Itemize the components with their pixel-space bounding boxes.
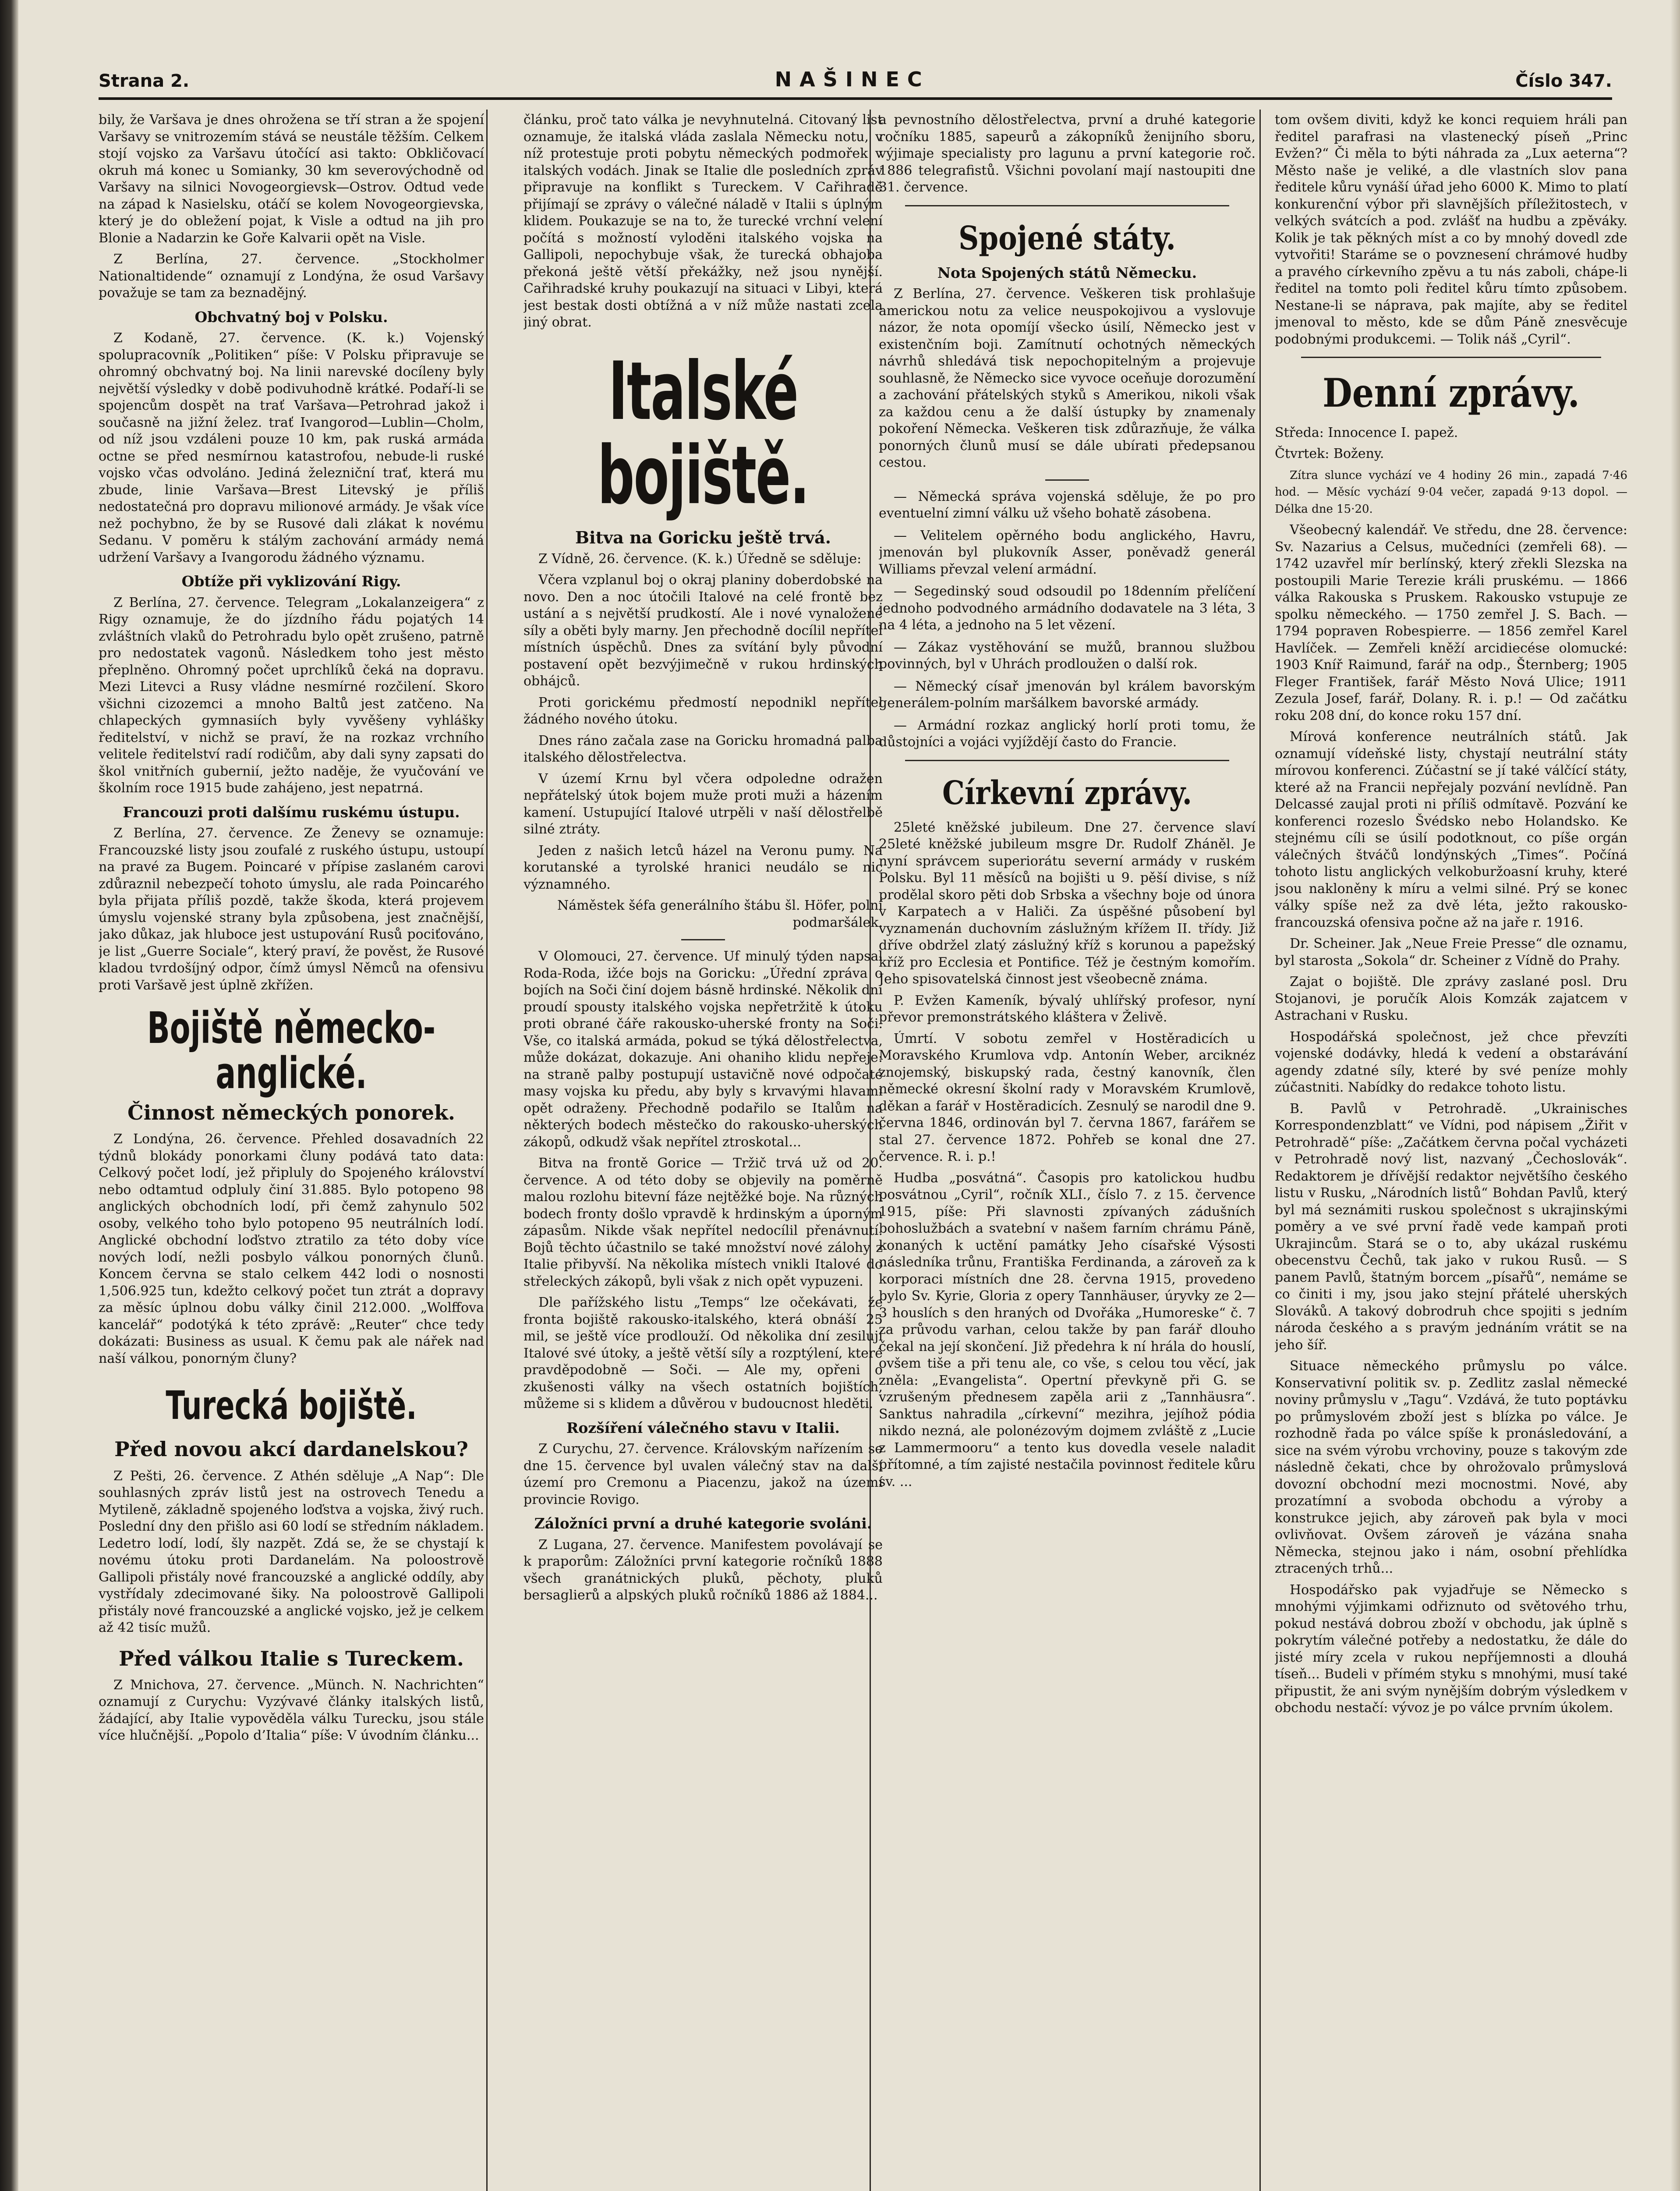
calendar-line: Středa: Innocence I. papež. xyxy=(1275,425,1458,440)
column-4 xyxy=(1275,112,1627,2191)
article-paragraph: Mírová konference neutrálních států. Jak oznamují vídeňské listy, chystají neutrální státy mírovou konferenci. Zúčastní se jí také válčící státy, které až na Francii nepřejaly pozvání nevlídně. Pan Delcassé zaujal proti ni příliš odmítavě. Pozvání ke konferenci rozeslo Švédsko nebo Holandsko. Ke stejnému cíli se úsilí podotknout, co píše orgán válečných štváčů londýnských „Times“. Počíná tohoto listu anglických velkoburžoasní kruhy, které jsou nakloněny k míru a velmi silné. Prý se konec války spíše než za dvě léta, ježto rakousko-francouzská ofensiva počne až na jaře r. 1916. xyxy=(1275,729,1627,930)
subheading: Nota Spojených států Německu. xyxy=(937,264,1197,281)
section-heading: Církevní zprávy. xyxy=(942,774,1192,812)
section-subheading: Činnost německých ponorek. xyxy=(127,1100,455,1124)
article-paragraph: Situace německého průmyslu po válce. Konservativní politik sv. p. Zedlitz zaslal německé noviny průmyslu v „Tagu“. Vzdává, že tuto poptávku po průmyslovém zboží jest s blízka po válce. Je rozhodně řada po válce spíše k pronásledování, a sice na svém výrobu vrchoviny, pouze s takovým zde následně čekati, chce by ohrožovalo průmyslová dovozní obchodní mezi mocnostmi. Nové, aby prozatímní a svoboda obchodu a výroby a konstrukce jejich, aby zároveň pak byla v moci ovlivňovat. Ovšem zároveň je vázána snaha Německa, stejnou jako i nám, osobní přehlídka ztracených trhů... xyxy=(1275,1358,1627,1577)
article-paragraph: P. Evžen Kameník, bývalý uhlířský profesor, nyní převor premonstrátského kláštera v Želivě. xyxy=(879,993,1256,1025)
subheading: Bitva na Goricku ještě trvá. xyxy=(575,528,831,548)
article-paragraph: bily, že Varšava je dnes ohrožena se tří stran a že spojení Varšavy se vnitrozemím stává se neustále těžším. Celkem stojí vojsko za Varšavu útočící asi takto: Obkličovací okruh má konec u Somianky, 30 km severovýchodně od Varšavy na silnici Novogeorgievsk—Ostrov. Odtud vede na západ k Nasielsku, otáčí se kolem Novogeorgievska, který je do obležení pojat, k Visle a odtud na jih pro Blonie a Nadarzin ke Goře Kalvarii opět na Visle. xyxy=(99,112,484,246)
news-item: — Segedinský soud odsoudil po 18denním přelíčení jednoho podvodného armádního dodavatele na 3 léta, 3 na 4 léta, a jednoho na 5 let vězení. xyxy=(879,584,1256,633)
subheading: Obtíže při vyklizování Rigy. xyxy=(181,573,401,590)
article-paragraph: Z Berlína, 27. července. Telegram „Lokalanzeigera“ z Rigy oznamuje, že do jízdního řádu pojatých 14 zvláštních vlaků do Petrohradu bylo opět zrušeno, patrně pro nedostatek vagonů. Následkem toho jest město přeplněno. Ohromný počet uprchlíků čeká na dopravu. Mezi Litevci a Rusy vládne nesmírné rozčilení. Skoro všichni cizozemci a mnoho Baltů jest zatčeno. Na chlapeckých gymnasiích byly vyvěšeny vyhlášky ředitelství, v nichž se praví, že na rozkaz vrchního velitele ředitelství radí rodičům, aby dali syny zapsati do škol vnitřních gubernií, ježto naděje, že vyučování ve školním roce 1915 bude zahájeno, jest nepatrná. xyxy=(99,595,484,796)
article-paragraph: B. Pavlů v Petrohradě. „Ukrainisches Korrespondenzblatt“ ve Vídni, pod nápisem „Žiřit v Petrohradě“ píše: „Začátkem června počal vycházeti v Petrohradě nový list, nazvaný „Čechoslovák“. Redaktorem je dřívější redaktor největšího českého listu v Rusku, „Národních listů“ Bohdan Pavlů, který byl má seznámiti ruskou společnost s ukrajinskými poměry a ve své první řadě vede kampaň proti Ukrajincům. Stará se o to, aby ukázal ruskému obecenstvu Čechů, tak jako v rukou Rusů. — S panem Pavlů, štatným borcem „písařů“, nemáme se co činiti i my, jsou jako stejní přátelé uherských Slováků. A takový dobrodruh chce spojiti s jedním národa českého a s pravým jednáním vrátit se na jeho šíř. xyxy=(1275,1101,1627,1353)
column-3 xyxy=(879,112,1256,2191)
article-paragraph: Z Berlína, 27. července. Veškeren tisk prohlašuje americkou notu za velice neuspokojivou a vyslovuje názor, že nota opomíjí všecko úsilí, Německo jest v existenčním boji. Zamítnutí ochotných německých návrhů shledává tisk nepochopitelným a projevuje souhlasně, že Německo sice vyvoce oceňuje dorozumění a zachování přátelských styků s Amerikou, nikoli však za každou cenu a že další ústupky by znamenaly pokoření Německa. Veškeren tisk zdůrazňuje, že válka ponorných člunů musí se dále ubírati předepsanou cestou. xyxy=(879,286,1256,471)
subheading: Obchvatný boj v Polsku. xyxy=(195,308,388,326)
divider xyxy=(1045,479,1089,481)
news-item: — Zákaz vystěhování se mužů, brannou službou povinných, byl v Uhrách prodloužen o další rok. xyxy=(879,639,1256,672)
article-paragraph: Proti gorickému předmostí nepodnikl nepřítel žádného nového útoku. xyxy=(523,695,883,727)
subheading: Rozšíření válečného stavu v Italii. xyxy=(566,1419,840,1436)
column-divider xyxy=(486,110,488,2191)
article-paragraph: a pevnostního dělostřelectva, první a druhé kategorie ročníku 1885, sapeurů a zákopníků ženijního sboru, výjimaje specialisty pro lagunu a první kategorie roč. 1886 telegrafistů. Všichni povolaní mají nastoupiti dne 31. července. xyxy=(879,112,1256,195)
calendar-line: Zítra slunce vychází ve 4 hodiny 26 min., zapadá 7·46 hod. — Měsíc vychází 9·04 večer, zapadá 9·13 dopol. — Délka dne 15·20. xyxy=(1275,468,1627,516)
article-paragraph: Z Lugana, 27. července. Manifestem povolávají se k praporům: Záložníci první kategorie ročníků 1888 všech granátnických pluků, pěchoty, pluků bersaglierů a alpských pluků ročníků 1886 až 1884... xyxy=(523,1537,883,1603)
column-1 xyxy=(99,112,484,2191)
article-paragraph: Z Londýna, 26. července. Přehled dosavadních 22 týdnů blokády ponorkami čluny podává tato data: Celkový počet lodí, jež připluly do Spojeného království nebo odtamtud odpluly činí 31.885. Bylo potopeno 98 anglických obchodních lodí, při čemž zahynulo 502 osoby, velkého toho bylo potopeno 95 neutrálních lodí. Anglické obchodní loďstvo ztratilo za této doby více nových lodí, nežli posbylo válkou ponorných člunů. Koncem června se stalo celkem 442 lodi o nosnosti 1,506.925 tun, kdežto celkový počet tun ztrát a dopravy za měsíc úplnou dobu války činil 212.000. „Wolffova kancelář“ podotýká k této zprávě: „Reuter“ chce tedy dokázati: Business as usual. K čemu pak ale nářek nad naší válkou, ponorným čluny? xyxy=(99,1131,484,1366)
divider xyxy=(1301,357,1601,358)
article-paragraph: Z Kodaně, 27. července. (K. k.) Vojenský spolupracovník „Politiken“ píše: V Polsku připravuje se ohromný obchvatný boj. Na linii narevské docíleny byly největší výsledky v době podivuhodně krátké. Podaří-li se spojencům dospět na trať Varšava—Petrohrad jakož i současně na jižní želez. trať Ivangorod—Lublin—Cholm, od níž jsou vzdáleni pouze 10 km, pak ruská armáda octne se před nesmírnou katastrofou, nebude-li ruské vojsko včas odvoláno. Jediná železniční trať, která mu zbude, linie Varšava—Brest Litevský je příliš nedostatečná pro dopravu milionové armády. Je však více než pochybno, že by se Rusové dali zlákat k novému Sedanu. V poměru k stálým zachování armády nemá udržení Varšavy a Ivangorodu žádného významu. xyxy=(99,330,484,565)
article-paragraph: Úmrtí. V sobotu zemřel v Hostěradicích u Moravského Krumlova vdp. Antonín Weber, arciknéz znojemský, biskupský rada, čestný kanovník, člen německé okresní školní rady v Moravském Krumlově, děkan a farář v Hostěradicích. Zesnulý se narodil dne 9. června 1846, ordinován byl 7. června 1867, farářem se stal 27. července 1872. Pohřeb se konal dne 27. července. R. i. p.! xyxy=(879,1031,1256,1165)
divider xyxy=(905,760,1229,761)
article-paragraph: Zajat o bojiště. Dle zprávy zaslané posl. Dru Stojanovi, je poručík Alois Komzák zajatcem v Astrachani v Rusku. xyxy=(1275,974,1627,1024)
section-heading: Spojené státy. xyxy=(958,219,1176,258)
article-paragraph: Dr. Scheiner. Jak „Neue Freie Presse“ dle oznamu, byl starosta „Sokola“ dr. Scheiner z Vídně do Prahy. xyxy=(1275,936,1627,968)
section-heading: Italské bojiště. xyxy=(598,344,809,522)
section-subheading: Před novou akcí dardanelskou? xyxy=(114,1437,468,1461)
article-paragraph: článku, proč tato válka je nevyhnutelná. Citovaný list oznamuje, že italská vláda zaslala Německu notu, v níž protestuje proti pobytu německých podmořek v italských vodách. Jinak se Italie dle posledních zpráv připravuje na konflikt s Tureckem. V Cařihradě přijímají se zprávy o válečné náladě v Italii s úplným klidem. Poukazuje se na to, že turecké vrchní velení počítá s možností vyloděni italského vojska na Gallipoli, nepochybuje však, že turecká obhajoba překoná ještě větší překážky, než jsou nynější. Cařihradské kruhy poukazují na situaci v Libyi, která jest bestak dosti obtížná a v níž může nastati zcela jiný obrat. xyxy=(523,112,883,330)
signature-line: Náměstek šéfa generálního štábu šl. Höfer, polní podmaršálek. xyxy=(557,898,883,930)
news-item: — Německá správa vojenská sděluje, že po pro eventuelní zimní válku už všeho bohatě zásobena. xyxy=(879,489,1256,521)
article-paragraph: tom ovšem diviti, když ke konci requiem hráli pan ředitel parafrasi na vlastenecký píseň „Princ Evžen?“ Či měla to býti náhrada za „Lux aeterna“? Město naše je veliké, a dle vlastních slov pana ředitele kůru vynáší úřad jeho 6000 K. Mimo to platí konkurenční výbor při slavnějších příležitostech, v velkých svátcích a pod. zvlášť na hudbu a zpěváky. Kolik je tak pěkných míst a co by mnohý dovedl zde vytvořiti! Staráme se o povznesení chrámové hudby a pravého církevního zpěvu a tu nás zaboli, chápe-li ředitel na tomto poli ředitel kůru tímto způsobem. Nestane-li se náprava, pak majíte, aby se ředitel jmenoval to město, kde se dům Páně znesvěcuje podobnými produkcemi. — Tolik náš „Cyril“. xyxy=(1275,112,1627,347)
column-divider xyxy=(1259,110,1261,2191)
article-paragraph: Všeobecný kalendář. Ve středu, dne 28. července: Sv. Nazarius a Celsus, mučedníci (zemřeli 68). — 1742 uzavřel mír berlínský, který zřekli Slezska na postoupili Marie Terezie králi pruskému. — 1866 válka Rakouska s Pruskem. Rakousko vstupuje ze spolku německého. — 1750 zemřel J. S. Bach. — 1794 popraven Robespierre. — 1856 zemřel Karel Havlíček. — Zemřeli kněží arcidiecése olomucké: 1903 Kníř Raimund, farář na odp., Šternberg; 1905 Fleger František, farář Město Nová Ulice; 1911 Zezula Josef, farář, Dolany. R. i. p.! — Od začátku roku 208 dní, do konce roku 157 dní. xyxy=(1275,522,1627,723)
divider xyxy=(905,205,1229,206)
article-paragraph: Jeden z našich letců házel na Veronu pumy. Na korutanské a tyrolské hranici neudálo se nic významného. xyxy=(523,843,883,892)
article-paragraph: Hudba „posvátná“. Časopis pro katolickou hudbu posvátnou „Cyril“, ročník XLI., číslo 7. z 15. července 1915, píše: Při slavnosti zpívaných zádušních bohoslužbách a svatební v našem farním chrámu Páně, konaných k uctění památky Jeho císařské Výsosti následníka trůnu, Františka Ferdinanda, a zároveň za k korporaci místních dne 28. června 1915, provedeno bylo Sv. Kyrie, Gloria z opery Tannhäuser, úryvky ze 2—3 houslích s den hraných od Dvořáka „Humoreske“ č. 7 za průvodu varhan, celou takže by pan farář dlouho čekal na její skončení. Již předehra k ní hrála do houslí, ovšem tiše a při tenu ale, co vše, s celou tou věcí, jak zněla: „Evangelista“. Opertní převkyně při G. se vzrušeným přednesem zapěla arii z „Tannhäusra“. Sanktus nahradila „církevní“ mezihra, jejíhož pódia nikdo nezná, ale polonézovým dojmem zvláště z „Lucie z Lammermooru“ a tento kus dovedla vesele naladit přítomné, a tím zajisté nestačila povinnost ředitele kůru sv. ... xyxy=(879,1170,1256,1489)
news-item: — Německý císař jmenován byl králem bavorským generálem-polním maršálkem bavorské armády. xyxy=(879,678,1256,711)
article-paragraph: V Olomouci, 27. července. Uf minulý týden napsal Roda-Roda, ižće bojs na Goricku: „Úřední zpráva o bojích na Soči činí dojem básně hrdinské. Několik dní proudí spousty italského vojska nepřetržitě k útoku proti obrané čáře rakousko-uherské fronty na Soči. Vše, co italská armáda, pokud se týká dělostřelectva, může dokázat, dokazuje. Ani ohaniho klidu nepřeje: na straně palby postupují ustavičně nové odpočaté masy vojska ku předu, aby byly s krvavými hlavami opět odraženy. Přechodně podařilo se Italům na některých bodech městečko do rakousko-uherských zákopů, odkudž však nepřítel ztroskotal... xyxy=(523,949,883,1150)
article-paragraph: Z Vídně, 26. července. (K. k.) Úředně se sděluje: xyxy=(538,551,862,567)
article-paragraph: Z Berlína, 27. července. „Stockholmer Nationaltidende“ oznamují z Londýna, že osud Varšavy považuje se tam za beznadějný. xyxy=(99,252,484,301)
divider xyxy=(681,939,725,940)
article-paragraph: Bitva na frontě Gorice — Tržič trvá už od 20. července. A od této doby se objevily na poměrně malou rozlohu bitevní fáze nejtěžké boje. Na různých bodech fronty došlo vpravdě k hrdinským a úporným zápasům. Nikde však nepřítel nedocílil přenávnutí. Bojů těchto účastnilo se také množství nové zálohy z Italie přibyvší. Na několika místech vnikli Italové do střeleckých zákopů, byli však z nich opět vypuzeni. xyxy=(523,1156,883,1289)
article-paragraph: Z Curychu, 27. července. Královským nařízením se dne 15. července byl uvalen válečný stav na další území pro Cremonu a Piacenzu, jakož na území provincie Rovigo. xyxy=(523,1441,883,1507)
news-item: — Armádní rozkaz anglický horlí proti tomu, že důstojníci a vojáci vyjíždějí často do Francie. xyxy=(879,717,1256,750)
page-header xyxy=(99,66,1612,91)
page-number: Strana 2. xyxy=(99,71,190,91)
news-item: — Velitelem opěrného bodu anglického, Havru, jmenován byl plukovník Asser, poněvadž generál Williams převzal velení armádní. xyxy=(879,528,1256,577)
column-2 xyxy=(523,112,883,2191)
article-paragraph: Z Berlína, 27. července. Ze Ženevy se oznamuje: Francouzské listy jsou zoufalé z ruského ústupu, ustoupí na pravé za Bugem. Poincaré v přípise zaslaném carovi zdůraznil nebezpečí tohoto úmyslu, ale rada Poincarého byla přijata příliš pozdě, takže škoda, která projevem úmyslu vojenské strany byla způsobena, jest značnější, jako důkaz, jak hluboce jest ustupování Rusů pociťováno, je list „Guerre Sociale“, který praví, že pověst, že Rusové kladou tvrdošíjný odpor, čímž úmysl Němců na ofensivu proti Varšavě jest úplně zkřížen. xyxy=(99,826,484,993)
article-paragraph: Z Mnichova, 27. července. „Münch. N. Nachrichten“ oznamují z Curychu: Vyzývavé články italských listů, žádající, aby Italie vypověděla válku Turecku, jsou stále více hlučnější. „Popolo d’Italia“ píše: V úvodním článku... xyxy=(99,1677,484,1744)
article-paragraph: Z Pešti, 26. července. Z Athén sděluje „A Nap“: Dle souhlasných zpráv listů jest na ostrovech Tenedu a Mytileně, základně spojeného loďstva a vojska, živý ruch. Poslední dny den přišlo asi 60 lodí se středním nákladem. Ledetro lodí, lodí, šly nazpět. Zdá se, že se chystají k novému útoku proti Dardanelám. Na poloostrově Gallipoli přistály nové francouzské a anglické oddíly, aby vystřídaly zdecimované šiky. Na poloostrově Gallipoli přistály nové francouzské a anglické vojsko, jež je celkem až 42 tisíc mužů. xyxy=(99,1468,484,1636)
masthead: NAŠINEC xyxy=(775,67,930,91)
issue-number: Číslo 347. xyxy=(1515,71,1612,91)
section-heading: Turecká bojiště. xyxy=(166,1383,417,1429)
section-heading: Bojiště německo-anglické. xyxy=(147,1003,436,1099)
calendar-line: Čtvrtek: Boženy. xyxy=(1275,446,1384,462)
article-paragraph: Včera vzplanul boj o okraj planiny doberdobské na novo. Den a noc útočili Italové na celé frontě bez ustání a s největší prudkostí. Ale i nové vynaložené síly a oběti byly marny. Jen přechodně docílil nepřítel místních úspěchů. Dnes za svítání byly původní postavení opět bezvýjimečně v rukou hrdinských obhájců. xyxy=(523,572,883,689)
section-heading: Denní zprávy. xyxy=(1323,370,1580,416)
section-subheading: Před válkou Italie s Tureckem. xyxy=(119,1646,464,1670)
header-rule xyxy=(99,97,1612,100)
article-paragraph: Dle pařížského listu „Temps“ lze očekávati, že fronta bojiště rakousko-italského, která obnáší 25 mil, se ještě více prodlouží. Od několika dní zesilují Italové své útoky, a ještě větší síly a rozptýlení, které pravděpodobně — Soči. — Ale my, opřeni o zkušenosti války na všech ostatních bojištích, můžeme si s klidem a důvěrou v budoucnost hleděti. xyxy=(523,1295,883,1412)
page-edge xyxy=(1670,0,1680,2191)
article-paragraph: V území Krnu byl včera odpoledne odražen nepřátelský útok bojem muže proti muži a házením kamení. Ustupující Italové utrpěli v naší dělostřelbě silné ztráty. xyxy=(523,771,883,837)
article-paragraph: Hospodářsko pak vyjadřuje se Německo s mnohými výjimkami odřiznuto od světového trhu, pokud nestává dobrou zboží v obchodu, jak úplně s pokrytím válečné potřeby a nedostatku, že dále do jisté míry zcela v rukou nepříjemnosti a dlouhá tíseň... Budeli v přímém styku s mnohými, musí také připustit, že ani svým nynějším dobrým výsledkem v obchodu nestačí: vývoz je po válce prvním úkolem. xyxy=(1275,1582,1627,1716)
article-paragraph: Dnes ráno začala zase na Goricku hromadná palba italského dělostřelectva. xyxy=(523,733,883,766)
article-paragraph: 25leté kněžské jubileum. Dne 27. července slaví 25leté kněžské jubileum msgre Dr. Rudolf Zháněl. Je nyní správcem superiorátu severní armády v ruském Polsku. Byl 11 měsíců na bojišti u 9. pěší divise, s níž prodělal skoro pěti dob Srbska a všechny boje od února v Karpatech a v Haliči. Za úspěšné působení byl vyznamenán duchovním záslužným křížem II. třídy. Již dříve obdržel zlatý záslužný kříž s korunou a papežský kříž pro Ecclesia et Pontifice. Též je čestným komořím. Jeho spisovatelská činnost jest všeobecně známa. xyxy=(879,819,1256,987)
subheading: Záložníci první a druhé kategorie svoláni. xyxy=(534,1515,872,1532)
subheading: Francouzi proti dalšímu ruskému ústupu. xyxy=(123,803,460,821)
article-paragraph: Hospodářská společnost, jež chce převzíti vojenské dodávky, hledá k vedení a obstarávání agendy zdatné síly, které by své peníze mohly zúčastniti. Nabídky do redakce tohoto listu. xyxy=(1275,1029,1627,1096)
